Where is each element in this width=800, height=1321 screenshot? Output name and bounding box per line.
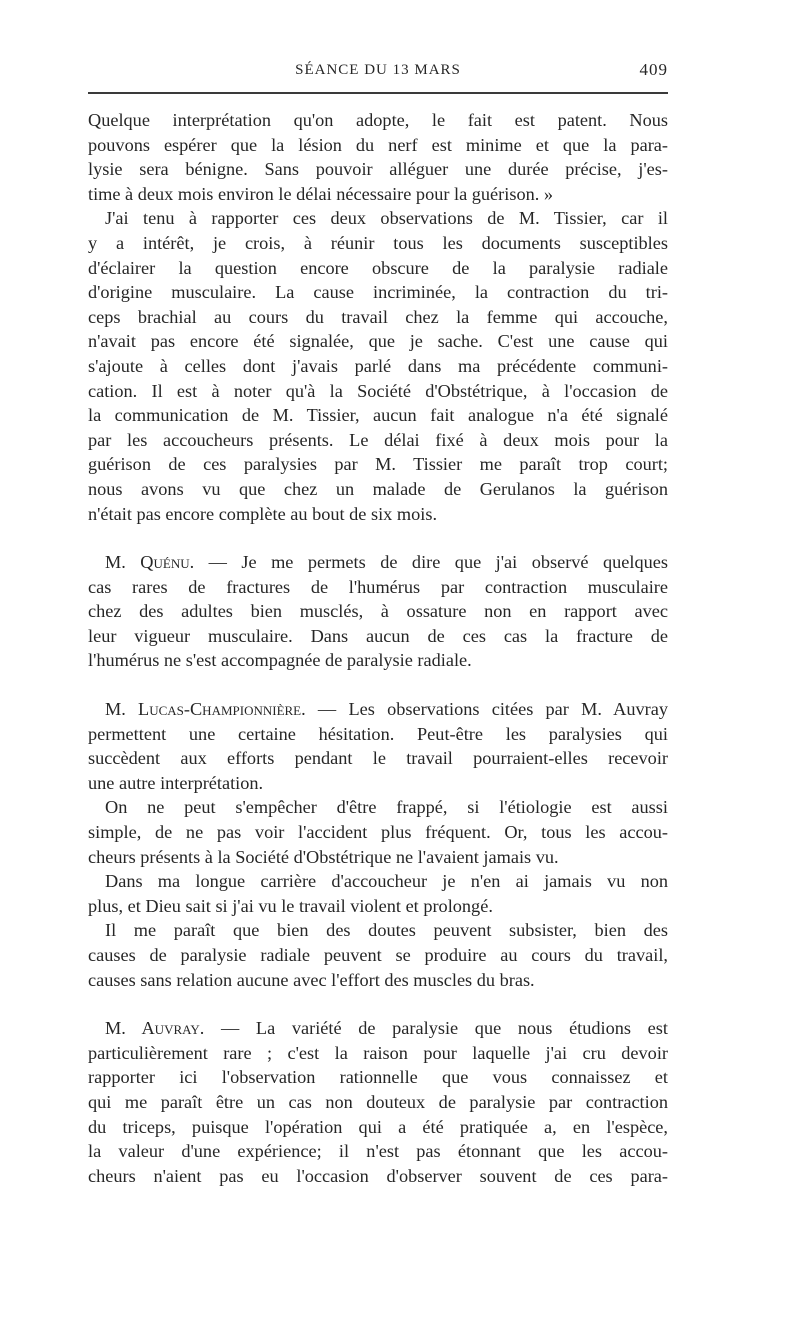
- text-line: la valeur d'une expérience; il n'est pas étonnant que les accou-: [88, 1141, 668, 1162]
- text-line: [88, 1016, 668, 1041]
- text-line: ceps brachial au cours du travail chez la femme qui accouche,: [88, 306, 668, 327]
- text-line: particulièrement rare ; c'est la raison pour laquelle j'ai cru devoir: [88, 1042, 668, 1063]
- paragraph: [88, 206, 668, 526]
- body-text: [88, 108, 668, 1188]
- text-line: s'ajoute à celles dont j'avais parlé dans ma précédente communi-: [88, 355, 668, 376]
- text-line: simple, de ne pas voir l'accident plus fréquent. Or, tous les accou-: [88, 822, 668, 843]
- text-line: permettent une certaine hésitation. Peut-être les paralysies qui: [88, 723, 668, 744]
- speaker-paragraph: [88, 697, 668, 795]
- text-line: Quelque interprétation qu'on adopte, le fait est patent. Nous: [88, 110, 668, 130]
- text-line: une autre interprétation.: [88, 772, 264, 793]
- paragraph: [88, 108, 668, 206]
- text-line: cheurs présents à la Société d'Obstétrique ne l'avaient jamais vu.: [88, 846, 559, 867]
- text-line: d'éclairer la question encore obscure de la paralysie radiale: [88, 257, 668, 278]
- text-line: On ne peut s'empêcher d'être frappé, si l'étiologie est aussi: [105, 797, 668, 818]
- text-line: Il me paraît que bien des doutes peuvent subsister, bien des: [105, 920, 668, 941]
- paragraph-gap: [88, 526, 668, 550]
- text-line: n'avait pas encore été signalée, que je sache. C'est une cause qui: [88, 331, 668, 352]
- text-line: leur vigueur musculaire. Dans aucun de ces cas la fracture de: [88, 625, 668, 646]
- header-rule: [88, 92, 668, 94]
- text-fragment: — Je me permets de dire que j'ai observé quelques: [194, 552, 668, 573]
- text-line: time à deux mois environ le délai nécessaire pour la guérison. »: [88, 183, 554, 204]
- text-line: [88, 550, 668, 575]
- text-line: guérison de ces paralysies par M. Tissier me paraît trop court;: [88, 454, 668, 475]
- text-line: plus, et Dieu sait si j'ai vu le travail violent et prolongé.: [88, 895, 493, 916]
- text-line: cheurs n'aient pas eu l'occasion d'observer souvent de ces para-: [88, 1165, 668, 1186]
- text-fragment: — La variété de paralysie que nous étudions est: [204, 1018, 668, 1039]
- paragraph: [88, 795, 668, 869]
- text-line: d'origine musculaire. La cause incriminée, la contraction du tri-: [88, 282, 668, 303]
- text-line: J'ai tenu à rapporter ces deux observations de M. Tissier, car il: [105, 208, 668, 229]
- text-line: l'humérus ne s'est accompagnée de paralysie radiale.: [88, 650, 472, 671]
- text-line: succèdent aux efforts pendant le travail pourraient-elles recevoir: [88, 748, 668, 769]
- speaker-name: M. Quénu.: [105, 552, 195, 573]
- paragraph-gap: [88, 673, 668, 697]
- running-title: SÉANCE DU 13 MARS: [295, 62, 461, 78]
- text-line: n'était pas encore complète au bout de six mois.: [88, 503, 438, 524]
- text-line: causes sans relation aucune avec l'effort des muscles du bras.: [88, 969, 535, 990]
- text-line: pouvons espérer que la lésion du nerf est minime et que la para-: [88, 134, 668, 155]
- running-header: [88, 56, 668, 92]
- speaker-name: M. Lucas-Championnière.: [105, 699, 306, 720]
- text-line: qui me paraît être un cas non douteux de paralysie par contraction: [88, 1091, 668, 1112]
- text-line: chez des adultes bien musclés, à ossature non en rapport avec: [88, 601, 668, 622]
- paragraph: [88, 869, 668, 918]
- text-line: du triceps, puisque l'opération qui a été pratiquée a, en l'espèce,: [88, 1116, 668, 1137]
- text-line: cas rares de fractures de l'humérus par contraction musculaire: [88, 576, 668, 597]
- text-line: Dans ma longue carrière d'accoucheur je n'en ai jamais vu non: [105, 871, 668, 892]
- paragraph: [88, 918, 668, 992]
- text-line: lysie sera bénigne. Sans pouvoir alléguer une durée précise, j'es-: [88, 159, 668, 180]
- text-fragment: — Les observations citées par M. Auvray: [305, 699, 668, 720]
- text-line: y a intérêt, je crois, à réunir tous les documents susceptibles: [88, 232, 668, 253]
- speaker-paragraph: [88, 550, 668, 673]
- book-page: [88, 56, 668, 1188]
- text-line: la communication de M. Tissier, aucun fait analogue n'a été signalé: [88, 405, 668, 426]
- text-line: par les accoucheurs présents. Le délai fixé à deux mois pour la: [88, 429, 668, 450]
- paragraph-gap: [88, 992, 668, 1016]
- text-line: [88, 697, 668, 722]
- text-line: causes de paralysie radiale peuvent se produire au cours du travail,: [88, 945, 668, 965]
- text-line: rapporter ici l'observation rationnelle que vous connaissez et: [88, 1067, 668, 1088]
- speaker-paragraph: [88, 1016, 668, 1188]
- text-line: nous avons vu que chez un malade de Gerulanos la guérison: [88, 478, 668, 499]
- speaker-name: M. Auvray.: [105, 1018, 205, 1039]
- text-line: cation. Il est à noter qu'à la Société d'Obstétrique, à l'occasion de: [88, 380, 668, 401]
- page-number: 409: [639, 60, 668, 79]
